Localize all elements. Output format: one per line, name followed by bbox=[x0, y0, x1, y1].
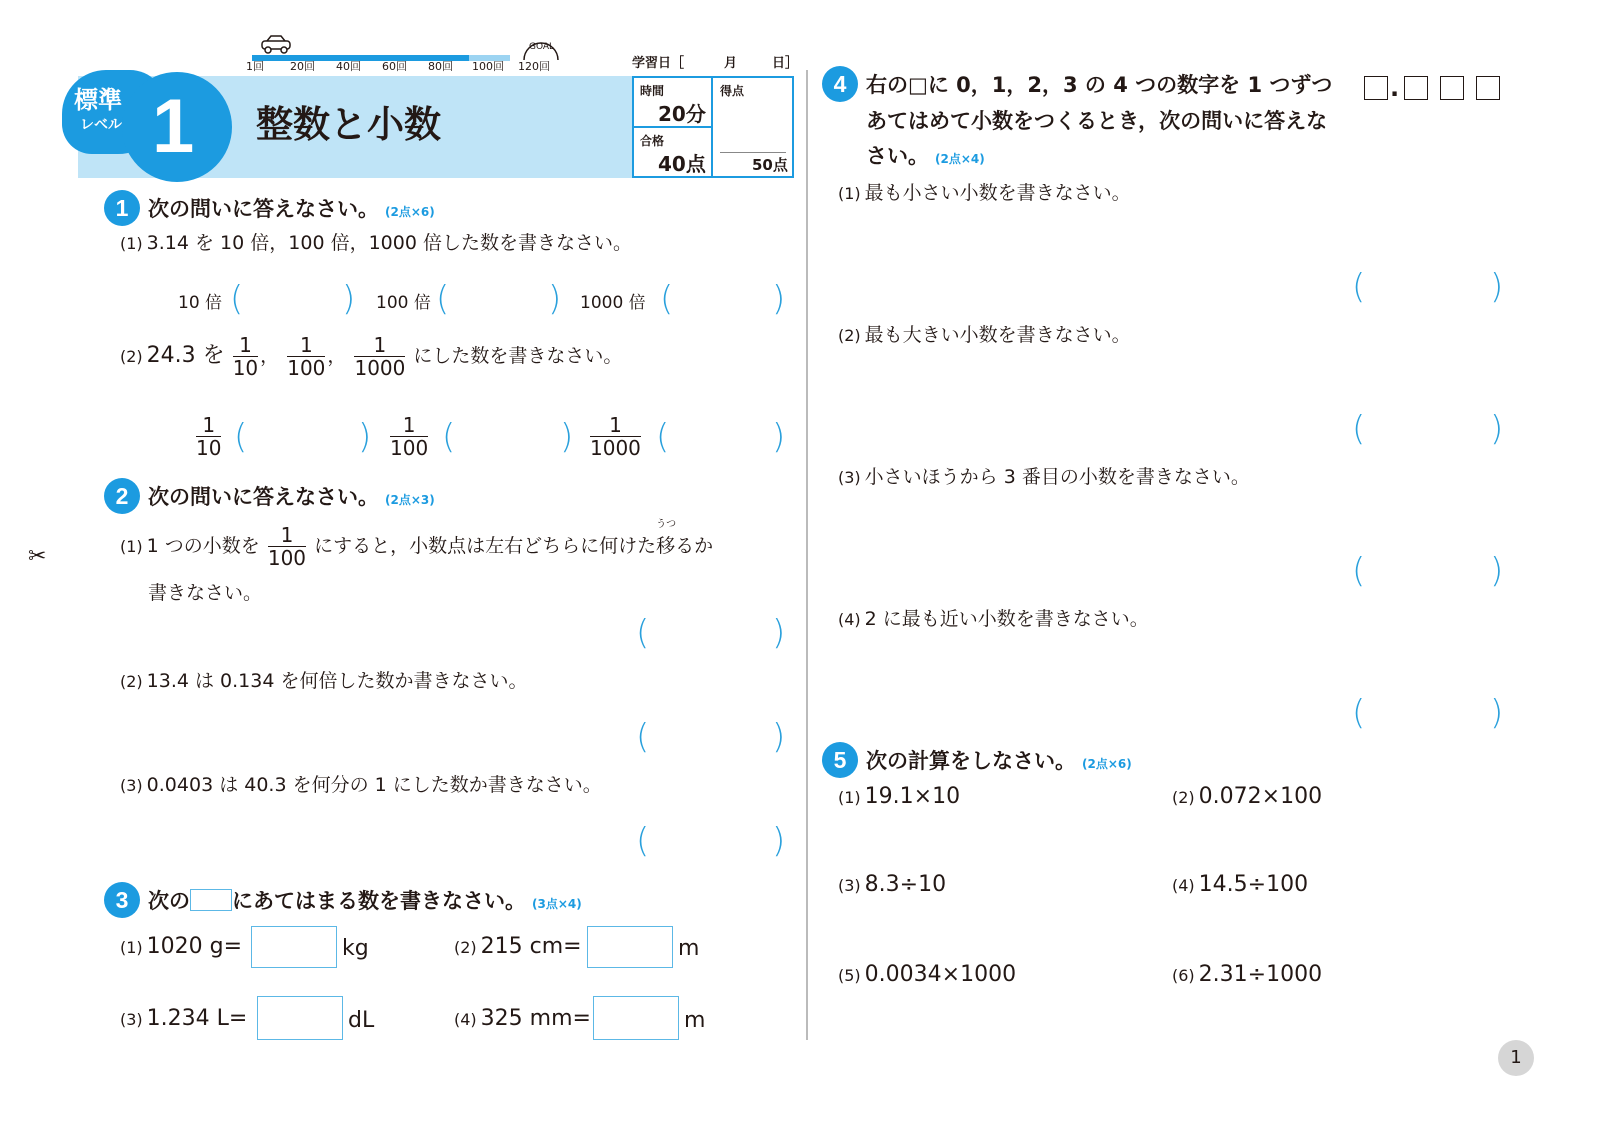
study-date-month: 月 bbox=[724, 56, 738, 71]
page-title: 整数と小数 bbox=[256, 103, 441, 146]
section-4-number: 4 bbox=[822, 66, 858, 102]
section-3-points: (3点×4) bbox=[532, 897, 582, 911]
unit-number: 1 bbox=[152, 84, 195, 169]
fraction: $\frac{1}{100}$ bbox=[267, 523, 307, 570]
progress-tick: 80回 bbox=[428, 60, 453, 73]
question-4-1: (1) 最も小さい小数を書きなさい。 bbox=[838, 182, 1131, 204]
section-5-title: 次の計算をしなさい。 (2点×6) bbox=[866, 749, 1132, 773]
page-number-badge bbox=[1498, 1040, 1534, 1076]
section-3-number: 3 bbox=[104, 882, 140, 918]
goal-flag-icon bbox=[520, 32, 562, 62]
answer-paren-close: ) bbox=[1490, 693, 1504, 733]
answer-paren-open: ( bbox=[1352, 693, 1366, 733]
answer-paren-close: ) bbox=[772, 717, 786, 757]
page-number: 1 bbox=[1510, 1047, 1522, 1068]
answer-label-fraction: $\frac{1}{1000}$ bbox=[590, 413, 641, 460]
answer-box[interactable] bbox=[251, 926, 337, 968]
answer-label-10x: 10 倍 bbox=[178, 293, 223, 313]
section-5-number: 5 bbox=[822, 742, 858, 778]
section-4-line2: あてはめて小数をつくるとき，次の問いに答えな bbox=[866, 109, 1328, 133]
answer-paren-open: ( bbox=[1352, 409, 1366, 449]
section-1-title: 次の問いに答えなさい。 (2点×6) bbox=[148, 197, 435, 221]
fraction: $\frac{1}{10}$ bbox=[232, 333, 259, 380]
answer-paren-open: ( bbox=[636, 821, 650, 861]
answer-paren-close: ) bbox=[560, 417, 574, 457]
question-2-3: (3) 0.0403 は 40.3 を何分の 1 にした数か書きなさい。 bbox=[120, 774, 602, 796]
time-label: 時間 bbox=[640, 84, 665, 98]
time-value: 20分 bbox=[658, 102, 706, 126]
score-box bbox=[632, 76, 794, 178]
answer-paren-close: ) bbox=[358, 417, 372, 457]
answer-label-fraction: $\frac{1}{100}$ bbox=[390, 413, 429, 460]
answer-paren-open: ( bbox=[636, 717, 650, 757]
answer-paren-close: ) bbox=[772, 417, 786, 457]
section-2-points: (2点×3) bbox=[385, 493, 435, 507]
question-2-1-line2: 書きなさい。 bbox=[148, 582, 263, 604]
digit-box bbox=[1440, 76, 1464, 100]
question-4-2: (2) 最も大きい小数を書きなさい。 bbox=[838, 324, 1131, 346]
answer-paren-close: ) bbox=[548, 279, 562, 319]
section-5-points: (2点×6) bbox=[1082, 757, 1132, 771]
answer-paren-open: ( bbox=[636, 613, 650, 653]
answer-paren-open: ( bbox=[234, 417, 248, 457]
level-top-label: 標準 bbox=[74, 86, 122, 114]
scissors-icon: ✂ bbox=[28, 544, 47, 569]
pass-value: 40点 bbox=[658, 152, 706, 176]
study-date-label: 学習日［ bbox=[632, 56, 685, 71]
answer-label-fraction: $\frac{1}{10}$ bbox=[196, 413, 222, 460]
calc-item: (3) 8.3÷10 bbox=[838, 872, 947, 897]
section-4-points: (2点×4) bbox=[935, 152, 985, 166]
study-date-day: 日］ bbox=[772, 56, 799, 71]
answer-box[interactable] bbox=[587, 926, 673, 968]
answer-paren-close: ) bbox=[772, 279, 786, 319]
calc-item: (1) 19.1×10 bbox=[838, 784, 961, 809]
column-divider bbox=[806, 70, 808, 1040]
answer-paren-open: ( bbox=[1352, 267, 1366, 307]
answer-paren-close: ) bbox=[1490, 267, 1504, 307]
answer-box[interactable] bbox=[257, 996, 343, 1040]
progress-tick: 60回 bbox=[382, 60, 407, 73]
blank-box-sample bbox=[190, 889, 232, 911]
answer-paren-open: ( bbox=[1352, 551, 1366, 591]
digit-box bbox=[1404, 76, 1428, 100]
question-1-1: (1) 3.14 を 10 倍，100 倍，1000 倍した数を書きなさい。 bbox=[120, 232, 632, 254]
calc-item: (2) 0.072×100 bbox=[1172, 784, 1323, 809]
answer-paren-open: ( bbox=[230, 279, 244, 319]
section-3-title: 次の にあてはまる数を書きなさい。 (3点×4) bbox=[148, 889, 582, 913]
progress-tick: 120回 bbox=[518, 60, 550, 73]
progress-tick: 1回 bbox=[246, 60, 264, 73]
section-1-number: 1 bbox=[104, 190, 140, 226]
question-2-1: (1) 1 つの小数を $\frac{1}{100}$ にすると，小数点は左右どちらに何けた うつ 移るか bbox=[120, 519, 714, 570]
score-max: 50点 bbox=[752, 156, 788, 174]
conversion-2: (2) 215 cm= bbox=[454, 934, 582, 959]
section-1-points: (2点×6) bbox=[385, 205, 435, 219]
conversion-1: (1) 1020 g= bbox=[120, 934, 243, 959]
answer-label-1000x: 1000 倍 bbox=[580, 293, 646, 313]
conversion-4: (4) 325 mm= bbox=[454, 1006, 591, 1031]
answer-paren-open: ( bbox=[436, 279, 450, 319]
conversion-3: (3) 1.234 L= bbox=[120, 1006, 248, 1031]
unit-label: dL bbox=[348, 1008, 375, 1033]
pass-label: 合格 bbox=[640, 134, 665, 148]
car-icon bbox=[258, 34, 294, 54]
answer-paren-open: ( bbox=[656, 417, 670, 457]
decimal-point: . bbox=[1390, 74, 1400, 102]
progress-tick: 100回 bbox=[472, 60, 504, 73]
answer-paren-open: ( bbox=[442, 417, 456, 457]
section-4-line3: さい。 (2点×4) bbox=[866, 144, 985, 168]
answer-paren-open: ( bbox=[660, 279, 674, 319]
fraction: $\frac{1}{1000}$ bbox=[354, 333, 406, 380]
calc-item: (4) 14.5÷100 bbox=[1172, 872, 1309, 897]
svg-text:GOAL: GOAL bbox=[529, 42, 555, 52]
fraction: $\frac{1}{100}$ bbox=[287, 333, 326, 380]
score-label: 得点 bbox=[720, 84, 745, 98]
section-2-title: 次の問いに答えなさい。 (2点×3) bbox=[148, 485, 435, 509]
answer-paren-close: ) bbox=[772, 821, 786, 861]
answer-paren-close: ) bbox=[1490, 409, 1504, 449]
question-2-2: (2) 13.4 は 0.134 を何倍した数か書きなさい。 bbox=[120, 670, 528, 692]
progress-tick: 40回 bbox=[336, 60, 361, 73]
question-1-2: (2) 24.3 を $\frac{1}{10}$ ， $\frac{1}{100}$ ， $\frac{1}{1000}$ にした数を書きなさい。 bbox=[120, 333, 623, 380]
digit-box bbox=[1476, 76, 1500, 100]
answer-paren-close: ) bbox=[1490, 551, 1504, 591]
section-4-line1: 右の□に 0，1，2，3 の 4 つの数字を 1 つずつ bbox=[866, 73, 1333, 97]
progress-tick: 20回 bbox=[290, 60, 315, 73]
digit-box bbox=[1364, 76, 1388, 100]
answer-box[interactable] bbox=[593, 996, 679, 1040]
answer-label-100x: 100 倍 bbox=[376, 293, 431, 313]
answer-paren-close: ) bbox=[772, 613, 786, 653]
unit-label: kg bbox=[342, 936, 369, 961]
question-4-4: (4) 2 に最も近い小数を書きなさい。 bbox=[838, 608, 1149, 630]
calc-item: (5) 0.0034×1000 bbox=[838, 962, 1017, 987]
unit-label: m bbox=[678, 936, 700, 961]
answer-paren-close: ) bbox=[342, 279, 356, 319]
level-bottom-label: レベル bbox=[80, 117, 122, 133]
section-2-number: 2 bbox=[104, 478, 140, 514]
calc-item: (6) 2.31÷1000 bbox=[1172, 962, 1323, 987]
question-4-3: (3) 小さいほうから 3 番目の小数を書きなさい。 bbox=[838, 466, 1250, 488]
unit-label: m bbox=[684, 1008, 706, 1033]
